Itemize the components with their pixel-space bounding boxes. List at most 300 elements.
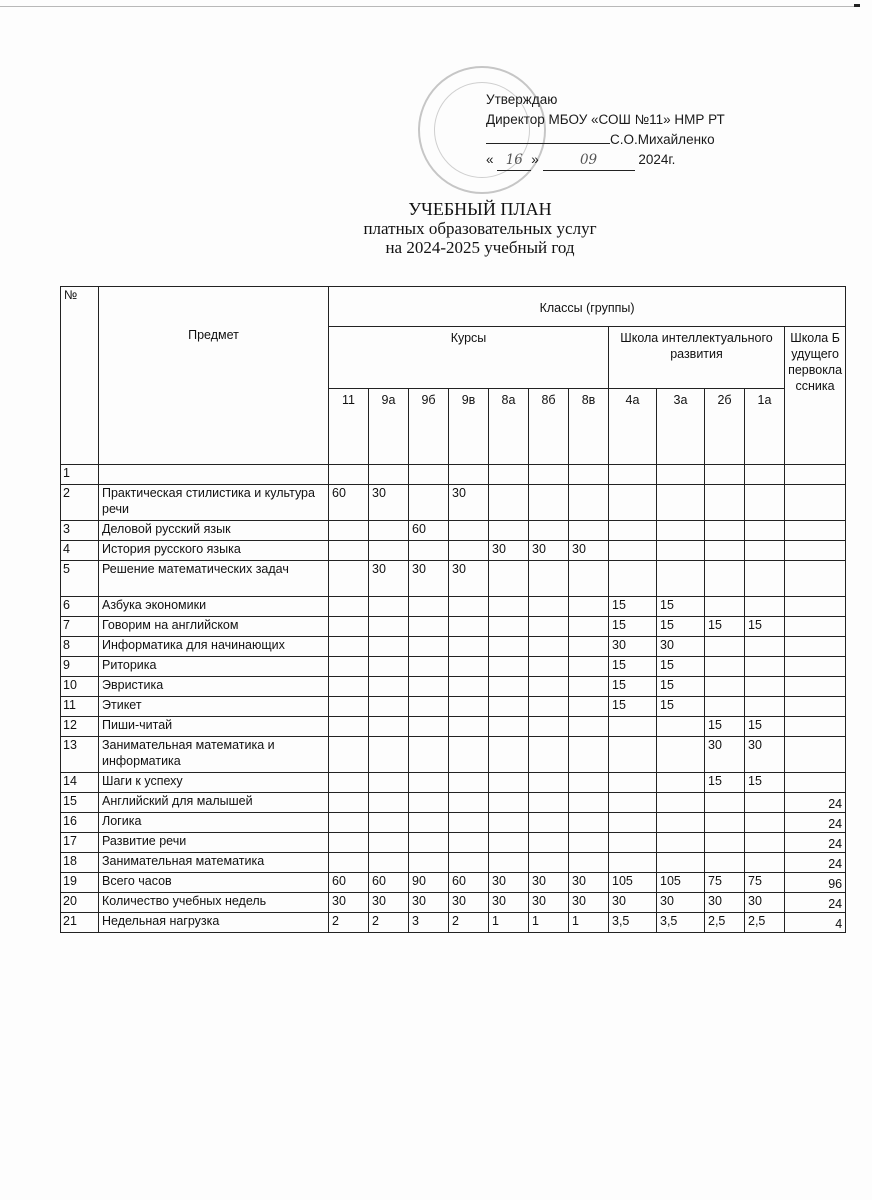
row-number: 10 xyxy=(61,677,99,697)
table-row xyxy=(61,521,846,541)
approval-line-2: Директор МБОУ «СОШ №11» НМР РТ xyxy=(486,112,725,127)
hours-cell: 15 xyxy=(609,697,657,717)
hours-cell xyxy=(329,521,369,541)
hours-cell: 1 xyxy=(569,913,609,933)
hours-cell: 24 xyxy=(785,893,846,913)
hours-cell xyxy=(489,833,529,853)
hours-cell: 30 xyxy=(489,541,529,561)
hours-cell xyxy=(785,697,846,717)
hours-cell xyxy=(705,677,745,697)
hours-cell xyxy=(369,697,409,717)
hours-cell xyxy=(569,597,609,617)
hours-cell: 30 xyxy=(569,541,609,561)
grade-header: 1а xyxy=(745,389,785,465)
row-number: 5 xyxy=(61,561,99,597)
hours-cell: 30 xyxy=(569,873,609,893)
table-row xyxy=(61,913,846,933)
hours-cell xyxy=(785,677,846,697)
hours-cell xyxy=(609,485,657,521)
hours-cell xyxy=(409,833,449,853)
hours-cell: 30 xyxy=(489,893,529,913)
hours-cell xyxy=(745,793,785,813)
hours-cell xyxy=(409,485,449,521)
hours-cell xyxy=(569,637,609,657)
hours-cell xyxy=(329,717,369,737)
hours-cell xyxy=(409,793,449,813)
row-number: 14 xyxy=(61,773,99,793)
hours-cell xyxy=(609,737,657,773)
hours-cell: 3,5 xyxy=(657,913,705,933)
hours-cell xyxy=(745,485,785,521)
hours-cell: 15 xyxy=(657,617,705,637)
row-subject: История русского языка xyxy=(99,541,329,561)
header-courses: Курсы xyxy=(329,327,609,389)
hours-cell xyxy=(529,617,569,637)
hours-cell xyxy=(529,833,569,853)
hours-cell xyxy=(489,717,529,737)
hours-cell xyxy=(609,717,657,737)
hours-cell xyxy=(785,541,846,561)
hours-cell xyxy=(489,737,529,773)
hours-cell xyxy=(369,737,409,773)
row-subject: Развитие речи xyxy=(99,833,329,853)
hours-cell xyxy=(569,773,609,793)
hours-cell xyxy=(329,657,369,677)
hours-cell xyxy=(657,521,705,541)
hours-cell xyxy=(329,541,369,561)
hours-cell xyxy=(785,773,846,793)
hours-cell xyxy=(785,617,846,637)
table-row xyxy=(61,833,846,853)
hours-cell xyxy=(569,833,609,853)
hours-cell xyxy=(449,773,489,793)
hours-cell xyxy=(745,637,785,657)
hours-cell xyxy=(489,521,529,541)
hours-cell: 3 xyxy=(409,913,449,933)
hours-cell xyxy=(705,561,745,597)
hours-cell xyxy=(705,637,745,657)
grade-header: 8а xyxy=(489,389,529,465)
hours-cell xyxy=(785,717,846,737)
hours-cell xyxy=(569,617,609,637)
hours-cell: 1 xyxy=(529,913,569,933)
table-row xyxy=(61,773,846,793)
hours-cell xyxy=(745,597,785,617)
hours-cell xyxy=(409,813,449,833)
hours-cell: 15 xyxy=(609,677,657,697)
row-number: 4 xyxy=(61,541,99,561)
hours-cell: 30 xyxy=(529,893,569,913)
hours-cell xyxy=(369,465,409,485)
grade-header: 8б xyxy=(529,389,569,465)
hours-cell xyxy=(329,697,369,717)
hours-cell xyxy=(369,637,409,657)
hours-cell xyxy=(569,717,609,737)
hours-cell xyxy=(529,485,569,521)
hours-cell xyxy=(369,853,409,873)
hours-cell xyxy=(785,521,846,541)
hours-cell xyxy=(785,485,846,521)
grade-header: 3а xyxy=(657,389,705,465)
hours-cell xyxy=(705,465,745,485)
grade-header: 9а xyxy=(369,389,409,465)
hours-cell: 15 xyxy=(609,617,657,637)
hours-cell xyxy=(329,465,369,485)
hours-cell: 30 xyxy=(609,893,657,913)
row-number: 12 xyxy=(61,717,99,737)
date-month: 09 xyxy=(543,150,635,171)
hours-cell xyxy=(369,793,409,813)
hours-cell xyxy=(369,773,409,793)
hours-cell xyxy=(449,697,489,717)
hours-cell xyxy=(705,697,745,717)
hours-cell xyxy=(409,597,449,617)
row-number: 6 xyxy=(61,597,99,617)
title-line-1: УЧЕБНЫЙ ПЛАН xyxy=(408,199,552,219)
hours-cell: 2 xyxy=(449,913,489,933)
hours-cell: 24 xyxy=(785,853,846,873)
grade-header: 9б xyxy=(409,389,449,465)
hours-cell xyxy=(449,853,489,873)
table-row xyxy=(61,697,846,717)
hours-cell: 30 xyxy=(369,485,409,521)
row-subject: Пиши-читай xyxy=(99,717,329,737)
hours-cell xyxy=(609,773,657,793)
row-number: 15 xyxy=(61,793,99,813)
hours-cell xyxy=(657,717,705,737)
hours-cell xyxy=(609,793,657,813)
hours-cell xyxy=(569,561,609,597)
hours-cell xyxy=(449,657,489,677)
title-line-2: платных образовательных услуг xyxy=(363,219,597,238)
hours-cell xyxy=(609,521,657,541)
hours-cell xyxy=(745,853,785,873)
hours-cell xyxy=(409,657,449,677)
hours-cell: 30 xyxy=(705,893,745,913)
row-number: 19 xyxy=(61,873,99,893)
date-close-quote: » xyxy=(531,152,539,167)
hours-cell xyxy=(369,813,409,833)
hours-cell xyxy=(409,717,449,737)
curriculum-table-body xyxy=(61,465,846,933)
hours-cell xyxy=(449,833,489,853)
hours-cell: 30 xyxy=(705,737,745,773)
row-subject xyxy=(99,465,329,485)
hours-cell xyxy=(489,773,529,793)
row-number: 2 xyxy=(61,485,99,521)
hours-cell: 30 xyxy=(529,873,569,893)
grade-header: 8в xyxy=(569,389,609,465)
hours-cell xyxy=(369,521,409,541)
row-number: 11 xyxy=(61,697,99,717)
approval-line-3 xyxy=(486,130,725,150)
approval-block xyxy=(486,90,725,171)
hours-cell xyxy=(529,813,569,833)
row-subject: Недельная нагрузка xyxy=(99,913,329,933)
hours-cell: 30 xyxy=(657,893,705,913)
hours-cell xyxy=(409,773,449,793)
hours-cell: 60 xyxy=(329,485,369,521)
hours-cell: 15 xyxy=(657,677,705,697)
hours-cell: 30 xyxy=(449,561,489,597)
hours-cell xyxy=(705,833,745,853)
table-row xyxy=(61,657,846,677)
hours-cell xyxy=(409,465,449,485)
grade-header: 4а xyxy=(609,389,657,465)
row-subject: Информатика для начинающих xyxy=(99,637,329,657)
hours-cell xyxy=(449,521,489,541)
hours-cell xyxy=(449,637,489,657)
table-row xyxy=(61,465,846,485)
row-subject: Всего часов xyxy=(99,873,329,893)
hours-cell xyxy=(705,657,745,677)
table-row xyxy=(61,485,846,521)
hours-cell: 15 xyxy=(705,617,745,637)
approval-date xyxy=(486,150,725,171)
hours-cell: 30 xyxy=(409,561,449,597)
hours-cell xyxy=(569,853,609,873)
hours-cell xyxy=(529,853,569,873)
hours-cell xyxy=(569,793,609,813)
hours-cell xyxy=(657,833,705,853)
hours-cell: 30 xyxy=(369,893,409,913)
hours-cell: 30 xyxy=(329,893,369,913)
hours-cell xyxy=(449,813,489,833)
hours-cell xyxy=(369,657,409,677)
hours-cell xyxy=(657,541,705,561)
row-subject: Азбука экономики xyxy=(99,597,329,617)
hours-cell: 24 xyxy=(785,813,846,833)
hours-cell: 3,5 xyxy=(609,913,657,933)
row-number: 9 xyxy=(61,657,99,677)
hours-cell xyxy=(745,657,785,677)
hours-cell xyxy=(369,833,409,853)
row-subject: Шаги к успеху xyxy=(99,773,329,793)
table-row xyxy=(61,793,846,813)
table-row xyxy=(61,637,846,657)
document-title xyxy=(290,200,670,257)
hours-cell: 60 xyxy=(409,521,449,541)
hours-cell: 30 xyxy=(609,637,657,657)
curriculum-table xyxy=(60,286,846,933)
hours-cell xyxy=(409,677,449,697)
hours-cell xyxy=(329,637,369,657)
hours-cell xyxy=(329,737,369,773)
row-number: 13 xyxy=(61,737,99,773)
hours-cell: 15 xyxy=(657,597,705,617)
hours-cell xyxy=(609,561,657,597)
hours-cell: 30 xyxy=(489,873,529,893)
hours-cell xyxy=(609,541,657,561)
hours-cell: 30 xyxy=(745,737,785,773)
title-line-3: на 2024-2025 учебный год xyxy=(385,238,575,257)
hours-cell xyxy=(369,677,409,697)
hours-cell xyxy=(489,617,529,637)
hours-cell xyxy=(449,677,489,697)
hours-cell xyxy=(609,813,657,833)
hours-cell xyxy=(705,541,745,561)
table-row xyxy=(61,873,846,893)
row-subject: Количество учебных недель xyxy=(99,893,329,913)
table-row xyxy=(61,737,846,773)
hours-cell xyxy=(489,597,529,617)
hours-cell xyxy=(785,737,846,773)
row-subject: Этикет xyxy=(99,697,329,717)
director-name: С.О.Михайленко xyxy=(610,132,715,147)
hours-cell xyxy=(569,657,609,677)
hours-cell xyxy=(657,465,705,485)
hours-cell xyxy=(785,597,846,617)
hours-cell xyxy=(529,597,569,617)
hours-cell xyxy=(745,541,785,561)
hours-cell xyxy=(369,617,409,637)
hours-cell xyxy=(489,657,529,677)
hours-cell xyxy=(785,657,846,677)
table-row xyxy=(61,541,846,561)
hours-cell: 15 xyxy=(705,717,745,737)
hours-cell: 30 xyxy=(449,893,489,913)
hours-cell xyxy=(409,853,449,873)
hours-cell: 2 xyxy=(329,913,369,933)
hours-cell xyxy=(609,833,657,853)
hours-cell xyxy=(705,597,745,617)
hours-cell xyxy=(657,853,705,873)
hours-cell xyxy=(745,697,785,717)
hours-cell: 96 xyxy=(785,873,846,893)
row-subject: Говорим на английском xyxy=(99,617,329,637)
hours-cell: 75 xyxy=(705,873,745,893)
date-day: 16 xyxy=(497,150,531,171)
hours-cell xyxy=(449,465,489,485)
hours-cell xyxy=(329,793,369,813)
hours-cell xyxy=(369,541,409,561)
table-row xyxy=(61,597,846,617)
hours-cell xyxy=(369,597,409,617)
hours-cell xyxy=(489,677,529,697)
row-subject: Логика xyxy=(99,813,329,833)
hours-cell: 2 xyxy=(369,913,409,933)
row-number: 16 xyxy=(61,813,99,833)
hours-cell xyxy=(569,813,609,833)
hours-cell xyxy=(489,637,529,657)
hours-cell: 60 xyxy=(329,873,369,893)
hours-cell xyxy=(569,521,609,541)
row-number: 8 xyxy=(61,637,99,657)
row-number: 21 xyxy=(61,913,99,933)
row-number: 17 xyxy=(61,833,99,853)
scan-mark xyxy=(854,4,860,7)
hours-cell xyxy=(489,793,529,813)
hours-cell xyxy=(569,485,609,521)
hours-cell xyxy=(409,637,449,657)
hours-cell xyxy=(785,637,846,657)
hours-cell: 2,5 xyxy=(745,913,785,933)
hours-cell xyxy=(529,717,569,737)
hours-cell xyxy=(529,793,569,813)
hours-cell xyxy=(449,541,489,561)
hours-cell xyxy=(489,561,529,597)
hours-cell xyxy=(657,561,705,597)
row-subject: Эвристика xyxy=(99,677,329,697)
hours-cell xyxy=(785,465,846,485)
hours-cell xyxy=(529,737,569,773)
row-subject: Деловой русский язык xyxy=(99,521,329,541)
hours-cell: 24 xyxy=(785,833,846,853)
hours-cell xyxy=(329,677,369,697)
table-row xyxy=(61,853,846,873)
row-subject: Английский для малышей xyxy=(99,793,329,813)
hours-cell: 15 xyxy=(609,657,657,677)
hours-cell: 90 xyxy=(409,873,449,893)
hours-cell xyxy=(409,617,449,637)
hours-cell: 30 xyxy=(569,893,609,913)
hours-cell xyxy=(657,773,705,793)
hours-cell xyxy=(449,597,489,617)
hours-cell xyxy=(657,485,705,521)
row-number: 20 xyxy=(61,893,99,913)
hours-cell xyxy=(489,465,529,485)
header-number: № xyxy=(61,287,99,465)
hours-cell xyxy=(329,561,369,597)
hours-cell xyxy=(369,717,409,737)
hours-cell: 24 xyxy=(785,793,846,813)
hours-cell: 60 xyxy=(369,873,409,893)
hours-cell xyxy=(529,637,569,657)
row-number: 1 xyxy=(61,465,99,485)
hours-cell xyxy=(785,561,846,597)
row-number: 18 xyxy=(61,853,99,873)
hours-cell xyxy=(569,465,609,485)
hours-cell: 15 xyxy=(745,717,785,737)
hours-cell: 15 xyxy=(745,773,785,793)
hours-cell xyxy=(489,697,529,717)
table-row xyxy=(61,813,846,833)
table-row xyxy=(61,893,846,913)
hours-cell xyxy=(329,833,369,853)
hours-cell xyxy=(569,697,609,717)
table-row xyxy=(61,717,846,737)
row-number: 3 xyxy=(61,521,99,541)
hours-cell xyxy=(569,677,609,697)
hours-cell xyxy=(329,853,369,873)
hours-cell: 15 xyxy=(609,597,657,617)
hours-cell: 15 xyxy=(745,617,785,637)
hours-cell: 60 xyxy=(449,873,489,893)
hours-cell: 30 xyxy=(449,485,489,521)
date-open-quote: « xyxy=(486,152,494,167)
hours-cell xyxy=(449,793,489,813)
hours-cell: 15 xyxy=(705,773,745,793)
hours-cell: 30 xyxy=(369,561,409,597)
row-subject: Занимательная математика xyxy=(99,853,329,873)
hours-cell xyxy=(745,677,785,697)
hours-cell: 30 xyxy=(409,893,449,913)
hours-cell xyxy=(745,813,785,833)
hours-cell xyxy=(489,485,529,521)
hours-cell xyxy=(409,541,449,561)
date-year: 2024г. xyxy=(638,152,676,167)
hours-cell xyxy=(489,813,529,833)
grade-header: 2б xyxy=(705,389,745,465)
hours-cell xyxy=(529,773,569,793)
hours-cell xyxy=(409,737,449,773)
hours-cell: 75 xyxy=(745,873,785,893)
hours-cell xyxy=(329,773,369,793)
hours-cell xyxy=(489,853,529,873)
hours-cell xyxy=(745,465,785,485)
row-subject: Риторика xyxy=(99,657,329,677)
approval-line-1: Утверждаю xyxy=(486,92,558,107)
